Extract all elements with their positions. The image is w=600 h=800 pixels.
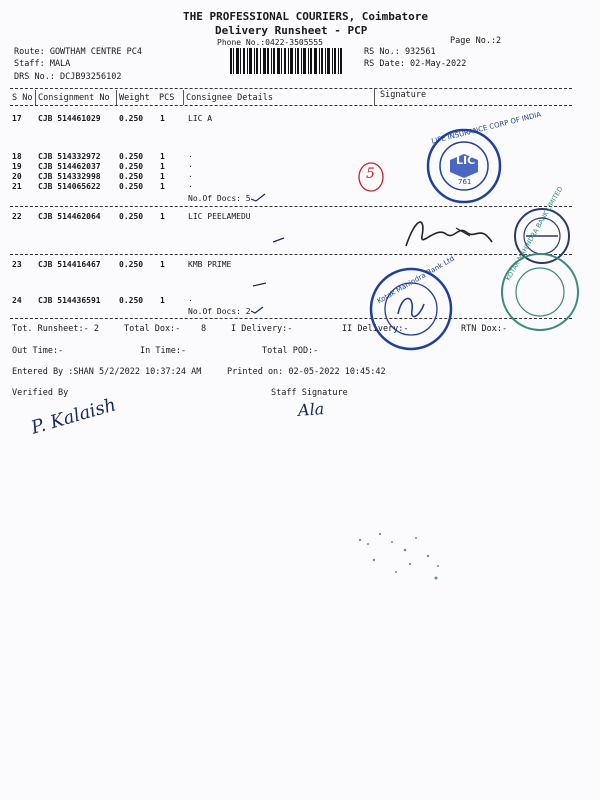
scan-noise	[350, 520, 460, 590]
bank-stamp-icon	[498, 250, 582, 334]
table-row-pcs: 1	[160, 114, 165, 123]
table-row-sno: 23	[12, 260, 22, 269]
table-row-weight: 0.250	[119, 162, 144, 171]
table-row-weight: 0.250	[119, 152, 144, 161]
table-row-weight: 0.250	[119, 296, 144, 305]
table-row-pcs: 1	[160, 182, 165, 191]
rs-date: RS Date: 02-May-2022	[364, 59, 467, 69]
table-row-pcs: 1	[160, 172, 165, 181]
table-row-consignment: CJB 514332972	[38, 152, 101, 161]
table-row-consignment: CJB 514462064	[38, 212, 101, 221]
col-signature: Signature	[380, 90, 427, 100]
signature-scribble-icon	[396, 206, 506, 256]
table-row-weight: 0.250	[119, 260, 144, 269]
table-row-weight: 0.250	[119, 172, 144, 181]
col-pcs: PCS	[159, 93, 175, 103]
rtn-dox: RTN Dox:-	[461, 324, 508, 334]
divider	[10, 105, 572, 106]
i-delivery: I Delivery:-	[231, 324, 293, 334]
table-row-sno: 20	[12, 172, 22, 181]
total-dox-value: 8	[201, 324, 207, 334]
ii-delivery: II Delivery:-	[342, 324, 409, 334]
divider	[10, 318, 572, 319]
tick-stroke-icon	[252, 280, 268, 288]
barcode-icon	[230, 48, 342, 74]
printed-on: Printed on: 02-05-2022 10:45:42	[227, 367, 386, 377]
staff-signature: Ala	[297, 399, 325, 420]
divider	[116, 90, 117, 105]
table-row-details: .	[188, 150, 193, 159]
table-row-sno: 21	[12, 182, 22, 191]
table-row-pcs: 1	[160, 152, 165, 161]
table-row-weight: 0.250	[119, 114, 144, 123]
lic-stamp-text: LIC	[456, 154, 476, 167]
divider	[10, 88, 572, 89]
route-label: Route: GOWTHAM CENTRE PC4	[14, 47, 142, 57]
divider	[35, 90, 36, 105]
table-row-consignment: CJB 514416467	[38, 260, 101, 269]
page-number: Page No.:2	[450, 36, 502, 46]
divider	[183, 90, 184, 105]
company-title: THE PROFESSIONAL COURIERS, Coimbatore	[183, 10, 429, 23]
tick-stroke-icon	[272, 236, 286, 244]
lic-stamp-ring: LIFE INSURANCE CORP OF INDIA	[430, 110, 542, 146]
total-dox-label: Total Dox:-	[124, 324, 181, 334]
check-mark-icon	[250, 192, 266, 202]
table-row-consignment: CJB 514332998	[38, 172, 101, 181]
out-time: Out Time:-	[12, 346, 64, 356]
in-time: In Time:-	[140, 346, 187, 356]
bank-stamp-ring: Kotak Mahindra Bank Ltd	[375, 254, 456, 306]
verified-by-label: Verified By	[12, 388, 69, 398]
col-consignee: Consignee Details	[186, 93, 273, 103]
col-weight: Weight	[119, 93, 150, 103]
table-row-consignment: CJB 514462037	[38, 162, 101, 171]
table-row-consignment: CJB 514065622	[38, 182, 101, 191]
total-pod: Total POD:-	[262, 346, 319, 356]
table-row-pcs: 1	[160, 296, 165, 305]
staff-signature-label: Staff Signature	[271, 388, 348, 398]
check-mark-icon	[250, 304, 264, 314]
circled-number: 5	[366, 166, 375, 182]
table-row-pcs: 1	[160, 162, 165, 171]
rs-number: RS No.: 932561	[364, 47, 436, 57]
lic-stamp-code: 761	[458, 178, 472, 186]
doc-count: No.Of Docs: 2	[188, 307, 251, 316]
table-row-details: .	[188, 170, 193, 179]
entered-by: Entered By :SHAN 5/2/2022 10:37:24 AM	[12, 367, 202, 377]
col-sno: S No	[12, 93, 33, 103]
table-row-sno: 19	[12, 162, 22, 171]
table-row-details: LIC A	[188, 114, 213, 123]
verified-signature: P. Kalaish	[28, 394, 119, 439]
table-row-weight: 0.250	[119, 182, 144, 191]
table-row-details: LIC PEELAMEDU	[188, 212, 251, 221]
table-row-details: .	[188, 180, 193, 189]
runsheet-title: Delivery Runsheet - PCP	[215, 24, 368, 37]
col-consignment: Consignment No	[38, 93, 110, 103]
staff-label: Staff: MALA	[14, 59, 71, 69]
table-row-details: .	[188, 294, 193, 303]
table-row-pcs: 1	[160, 212, 165, 221]
table-row-consignment: CJB 514436591	[38, 296, 101, 305]
divider	[374, 88, 375, 105]
doc-count: No.Of Docs: 5	[188, 194, 251, 203]
bank-stamp-ring-2: KOTAK MAHINDRA BANK LIMITED	[504, 185, 565, 282]
table-row-sno: 22	[12, 212, 22, 221]
table-row-weight: 0.250	[119, 212, 144, 221]
table-row-sno: 18	[12, 152, 22, 161]
table-row-details: KMB PRIME	[188, 260, 232, 269]
table-row-sno: 24	[12, 296, 22, 305]
tot-runsheet: Tot. Runsheet:- 2	[12, 324, 99, 334]
table-row-sno: 17	[12, 114, 22, 123]
table-row-details: .	[188, 160, 193, 169]
table-row-pcs: 1	[160, 260, 165, 269]
table-row-consignment: CJB 514461029	[38, 114, 101, 123]
phone-number: Phone No.:0422-3505555	[217, 38, 323, 47]
drs-number: DRS No.: DCJB93256102	[14, 72, 122, 82]
